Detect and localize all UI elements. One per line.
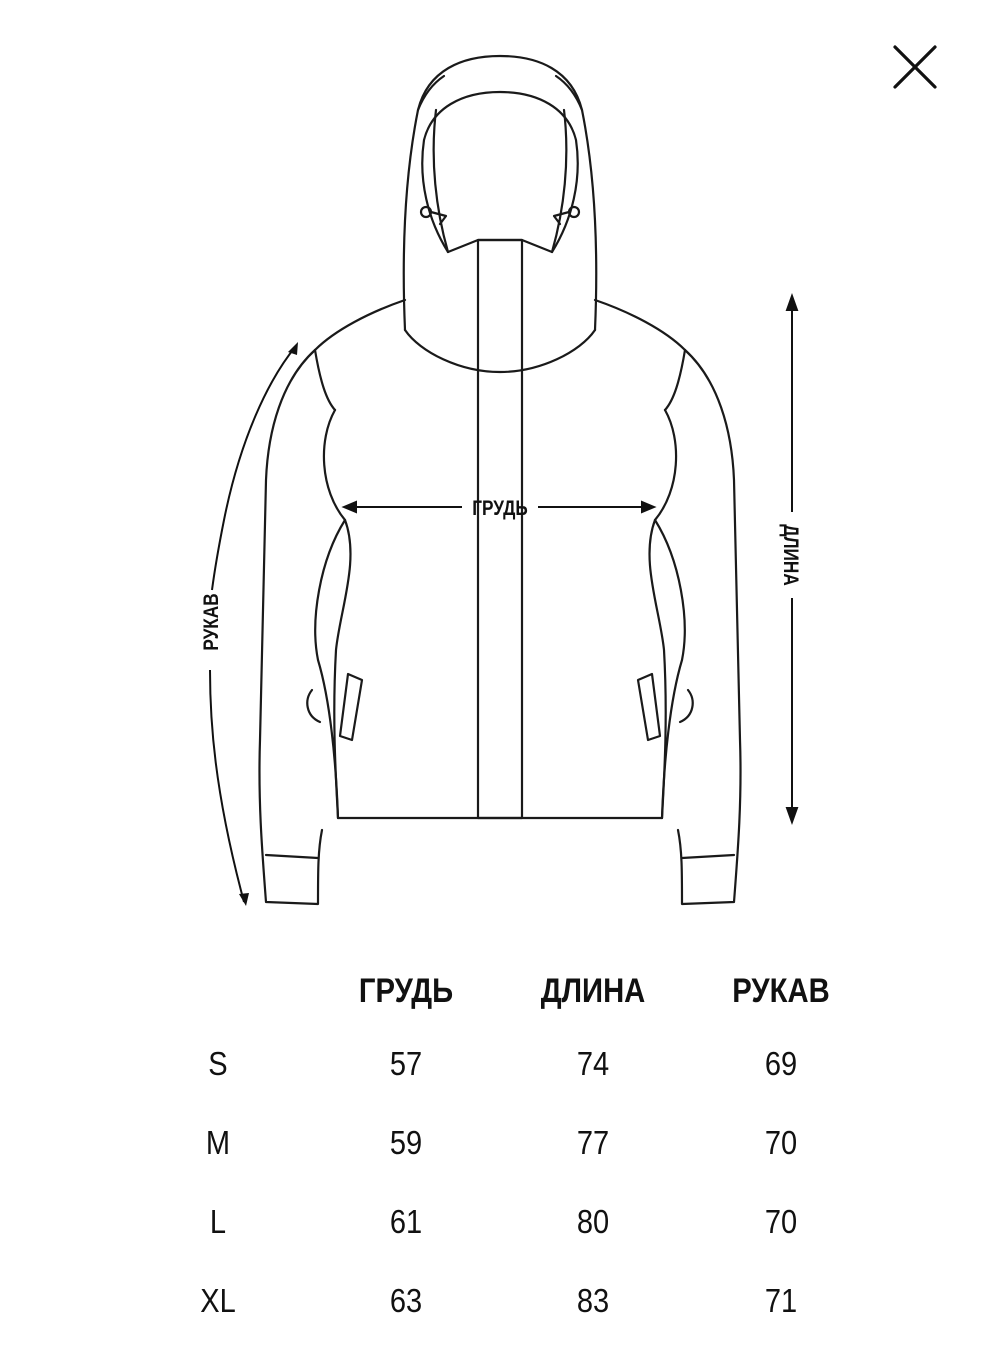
sleeve-label: РУКАВ xyxy=(200,593,224,651)
length-cell: 74 xyxy=(576,1045,610,1082)
hood-opening xyxy=(422,92,577,252)
sleeve-cell: 69 xyxy=(764,1045,798,1082)
size-cell: S xyxy=(208,1045,228,1082)
chest-cell: 63 xyxy=(389,1282,423,1319)
chest-cell: 59 xyxy=(389,1124,423,1161)
length-cell: 77 xyxy=(576,1124,610,1161)
size-cell: L xyxy=(209,1203,227,1240)
left-pocket xyxy=(340,674,362,740)
table-row xyxy=(0,1261,1000,1340)
table-header-row xyxy=(0,958,1000,1024)
hood-outline xyxy=(404,56,596,330)
chest-label: ГРУДЬ xyxy=(472,497,528,521)
sleeve-cell: 70 xyxy=(764,1203,798,1240)
zip-placket xyxy=(478,240,522,818)
chest-cell: 57 xyxy=(389,1045,423,1082)
header-chest: ГРУДЬ xyxy=(358,972,454,1010)
size-cell: XL xyxy=(200,1282,236,1319)
right-pocket xyxy=(638,674,660,740)
left-sleeve xyxy=(259,350,322,904)
sleeve-arrowheads xyxy=(239,342,298,906)
table-row xyxy=(0,1024,1000,1103)
length-label: ДЛИНА xyxy=(778,524,802,586)
sleeve-cell: 71 xyxy=(764,1282,798,1319)
size-table xyxy=(0,958,1000,1340)
length-cell: 80 xyxy=(576,1203,610,1240)
collar xyxy=(448,240,552,252)
right-sleeve xyxy=(678,350,741,904)
table-row xyxy=(0,1103,1000,1182)
chest-cell: 61 xyxy=(389,1203,423,1240)
sleeve-cell: 70 xyxy=(764,1124,798,1161)
size-cell: M xyxy=(205,1124,231,1161)
table-row xyxy=(0,1182,1000,1261)
length-cell: 83 xyxy=(576,1282,610,1319)
header-sleeve: РУКАВ xyxy=(732,972,830,1010)
header-length: ДЛИНА xyxy=(540,972,646,1010)
